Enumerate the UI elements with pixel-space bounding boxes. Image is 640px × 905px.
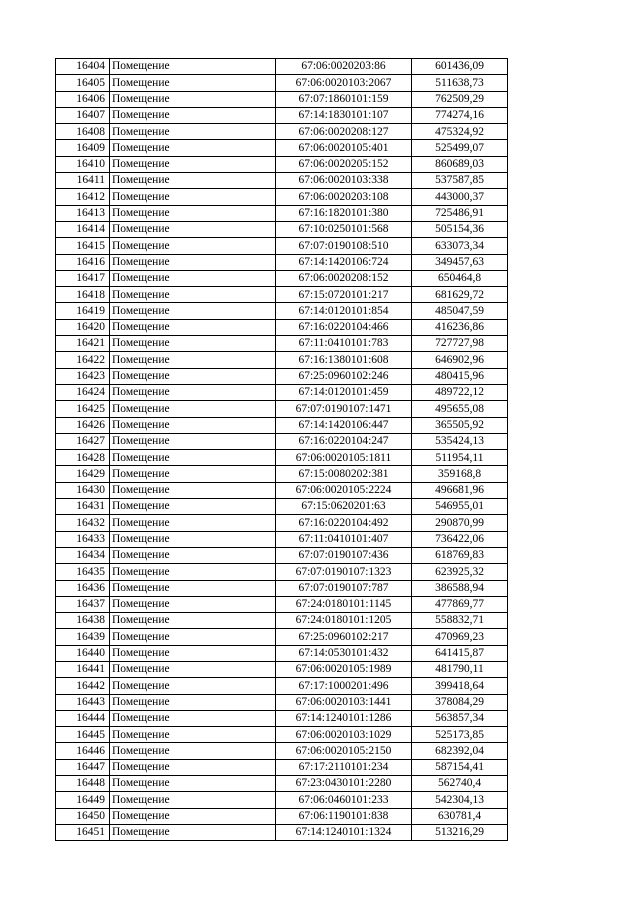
cadastral-number-cell: 67:06:1190101:838 [276,808,412,824]
cadastral-number-cell: 67:07:0190107:1323 [276,564,412,580]
row-number-cell: 16443 [56,694,110,710]
table-row [56,270,508,286]
cadastral-value-cell: 511954,11 [412,450,508,466]
object-type-cell: Помещение [110,384,276,400]
cadastral-value-cell: 601436,09 [412,59,508,75]
table-row [56,352,508,368]
table-row [56,91,508,107]
table-row [56,124,508,140]
table-row [56,450,508,466]
row-number-cell: 16407 [56,107,110,123]
row-number-cell: 16419 [56,303,110,319]
cadastral-value-cell: 416236,86 [412,319,508,335]
object-type-cell: Помещение [110,645,276,661]
cadastral-value-cell: 646902,96 [412,352,508,368]
table-row [56,515,508,531]
table-row [56,824,508,840]
cadastral-number-cell: 67:07:0190108:510 [276,238,412,254]
table-row [56,629,508,645]
row-number-cell: 16444 [56,710,110,726]
row-number-cell: 16410 [56,156,110,172]
table-row [56,694,508,710]
cadastral-number-cell: 67:07:0190107:436 [276,547,412,563]
object-type-cell: Помещение [110,759,276,775]
cadastral-value-cell: 349457,63 [412,254,508,270]
row-number-cell: 16415 [56,238,110,254]
object-type-cell: Помещение [110,450,276,466]
cadastral-number-cell: 67:06:0020103:1441 [276,694,412,710]
cadastral-value-cell: 470969,23 [412,629,508,645]
row-number-cell: 16420 [56,319,110,335]
row-number-cell: 16424 [56,384,110,400]
object-type-cell: Помещение [110,287,276,303]
cadastral-value-cell: 537587,85 [412,173,508,189]
object-type-cell: Помещение [110,352,276,368]
object-type-cell: Помещение [110,564,276,580]
cadastral-number-cell: 67:24:0180101:1145 [276,596,412,612]
object-type-cell: Помещение [110,189,276,205]
cadastral-number-cell: 67:16:0220104:492 [276,515,412,531]
cadastral-number-cell: 67:07:0190107:787 [276,580,412,596]
row-number-cell: 16445 [56,727,110,743]
cadastral-value-cell: 762509,29 [412,91,508,107]
object-type-cell: Помещение [110,336,276,352]
table-row [56,336,508,352]
table-row [56,238,508,254]
cadastral-number-cell: 67:14:0120101:459 [276,384,412,400]
object-type-cell: Помещение [110,824,276,840]
cadastral-number-cell: 67:15:0620201:63 [276,499,412,515]
cadastral-value-cell: 860689,03 [412,156,508,172]
cadastral-value-cell: 475324,92 [412,124,508,140]
cadastral-number-cell: 67:07:1860101:159 [276,91,412,107]
cadastral-value-cell: 558832,71 [412,613,508,629]
object-type-cell: Помещение [110,613,276,629]
object-type-cell: Помещение [110,417,276,433]
cadastral-number-cell: 67:16:0220104:247 [276,433,412,449]
cadastral-value-cell: 511638,73 [412,75,508,91]
table-row [56,564,508,580]
object-type-cell: Помещение [110,319,276,335]
cadastral-value-cell: 535424,13 [412,433,508,449]
cadastral-value-cell: 290870,99 [412,515,508,531]
cadastral-number-cell: 67:10:0250101:568 [276,221,412,237]
object-type-cell: Помещение [110,156,276,172]
cadastral-number-cell: 67:11:0410101:407 [276,531,412,547]
row-number-cell: 16437 [56,596,110,612]
row-number-cell: 16441 [56,661,110,677]
cadastral-value-cell: 727727,98 [412,336,508,352]
table-row [56,140,508,156]
object-type-cell: Помещение [110,661,276,677]
row-number-cell: 16409 [56,140,110,156]
cadastral-number-cell: 67:06:0020105:1811 [276,450,412,466]
cadastral-value-cell: 399418,64 [412,678,508,694]
object-type-cell: Помещение [110,303,276,319]
row-number-cell: 16412 [56,189,110,205]
cadastral-number-cell: 67:14:1420106:447 [276,417,412,433]
cadastral-number-cell: 67:06:0020203:108 [276,189,412,205]
cadastral-number-cell: 67:16:1820101:380 [276,205,412,221]
object-type-cell: Помещение [110,629,276,645]
object-type-cell: Помещение [110,580,276,596]
table-row [56,547,508,563]
cadastral-number-cell: 67:25:0960102:246 [276,368,412,384]
cadastral-value-cell: 525173,85 [412,727,508,743]
table-row [56,776,508,792]
table-row [56,499,508,515]
cadastral-value-table [55,58,508,841]
cadastral-value-cell: 485047,59 [412,303,508,319]
table-row [56,319,508,335]
cadastral-number-cell: 67:16:1380101:608 [276,352,412,368]
object-type-cell: Помещение [110,482,276,498]
cadastral-number-cell: 67:06:0020205:152 [276,156,412,172]
cadastral-value-cell: 378084,29 [412,694,508,710]
table-row [56,596,508,612]
table-row [56,107,508,123]
table-row [56,531,508,547]
cadastral-number-cell: 67:14:1830101:107 [276,107,412,123]
object-type-cell: Помещение [110,205,276,221]
table-row [56,727,508,743]
object-type-cell: Помещение [110,547,276,563]
cadastral-number-cell: 67:14:1240101:1324 [276,824,412,840]
row-number-cell: 16438 [56,613,110,629]
row-number-cell: 16442 [56,678,110,694]
object-type-cell: Помещение [110,710,276,726]
table-body [56,59,508,841]
cadastral-value-cell: 633073,34 [412,238,508,254]
cadastral-value-cell: 546955,01 [412,499,508,515]
table-row [56,156,508,172]
object-type-cell: Помещение [110,254,276,270]
cadastral-number-cell: 67:06:0020105:2150 [276,743,412,759]
row-number-cell: 16408 [56,124,110,140]
cadastral-value-cell: 513216,29 [412,824,508,840]
cadastral-value-cell: 774274,16 [412,107,508,123]
row-number-cell: 16428 [56,450,110,466]
table-row [56,303,508,319]
table-row [56,808,508,824]
object-type-cell: Помещение [110,91,276,107]
cadastral-value-cell: 525499,07 [412,140,508,156]
cadastral-value-cell: 641415,87 [412,645,508,661]
cadastral-number-cell: 67:17:2110101:234 [276,759,412,775]
row-number-cell: 16427 [56,433,110,449]
table-row [56,580,508,596]
cadastral-value-cell: 542304,13 [412,792,508,808]
cadastral-number-cell: 67:14:0120101:854 [276,303,412,319]
row-number-cell: 16446 [56,743,110,759]
cadastral-value-cell: 618769,83 [412,547,508,563]
cadastral-number-cell: 67:06:0020208:127 [276,124,412,140]
cadastral-value-cell: 505154,36 [412,221,508,237]
object-type-cell: Помещение [110,515,276,531]
table-row [56,613,508,629]
table-row [56,645,508,661]
row-number-cell: 16448 [56,776,110,792]
cadastral-number-cell: 67:15:0080202:381 [276,466,412,482]
cadastral-value-cell: 495655,08 [412,401,508,417]
object-type-cell: Помещение [110,124,276,140]
object-type-cell: Помещение [110,270,276,286]
table-row [56,433,508,449]
cadastral-number-cell: 67:14:1420106:724 [276,254,412,270]
object-type-cell: Помещение [110,466,276,482]
object-type-cell: Помещение [110,792,276,808]
row-number-cell: 16421 [56,336,110,352]
row-number-cell: 16435 [56,564,110,580]
table-row [56,401,508,417]
object-type-cell: Помещение [110,238,276,254]
cadastral-number-cell: 67:06:0020203:86 [276,59,412,75]
row-number-cell: 16406 [56,91,110,107]
object-type-cell: Помещение [110,499,276,515]
row-number-cell: 16447 [56,759,110,775]
object-type-cell: Помещение [110,140,276,156]
row-number-cell: 16422 [56,352,110,368]
cadastral-number-cell: 67:15:0720101:217 [276,287,412,303]
table-row [56,75,508,91]
cadastral-value-cell: 630781,4 [412,808,508,824]
row-number-cell: 16431 [56,499,110,515]
object-type-cell: Помещение [110,596,276,612]
row-number-cell: 16405 [56,75,110,91]
table-row [56,743,508,759]
row-number-cell: 16417 [56,270,110,286]
cadastral-number-cell: 67:06:0020105:1989 [276,661,412,677]
table-row [56,189,508,205]
cadastral-value-cell: 736422,06 [412,531,508,547]
object-type-cell: Помещение [110,727,276,743]
cadastral-number-cell: 67:06:0020208:152 [276,270,412,286]
cadastral-number-cell: 67:06:0020103:338 [276,173,412,189]
row-number-cell: 16416 [56,254,110,270]
row-number-cell: 16413 [56,205,110,221]
object-type-cell: Помещение [110,694,276,710]
row-number-cell: 16425 [56,401,110,417]
object-type-cell: Помещение [110,368,276,384]
table-row [56,384,508,400]
cadastral-value-cell: 681629,72 [412,287,508,303]
cadastral-value-cell: 443000,37 [412,189,508,205]
object-type-cell: Помещение [110,107,276,123]
cadastral-value-cell: 480415,96 [412,368,508,384]
cadastral-number-cell: 67:06:0020105:401 [276,140,412,156]
object-type-cell: Помещение [110,776,276,792]
cadastral-number-cell: 67:06:0020103:2067 [276,75,412,91]
cadastral-value-cell: 562740,4 [412,776,508,792]
object-type-cell: Помещение [110,221,276,237]
row-number-cell: 16451 [56,824,110,840]
cadastral-number-cell: 67:06:0460101:233 [276,792,412,808]
row-number-cell: 16434 [56,547,110,563]
object-type-cell: Помещение [110,75,276,91]
object-type-cell: Помещение [110,743,276,759]
cadastral-number-cell: 67:07:0190107:1471 [276,401,412,417]
row-number-cell: 16414 [56,221,110,237]
table-row [56,678,508,694]
cadastral-number-cell: 67:14:0530101:432 [276,645,412,661]
table-row [56,205,508,221]
cadastral-number-cell: 67:11:0410101:783 [276,336,412,352]
table-row [56,710,508,726]
cadastral-number-cell: 67:14:1240101:1286 [276,710,412,726]
object-type-cell: Помещение [110,173,276,189]
table-row [56,466,508,482]
row-number-cell: 16436 [56,580,110,596]
object-type-cell: Помещение [110,531,276,547]
row-number-cell: 16439 [56,629,110,645]
table-row [56,759,508,775]
cadastral-number-cell: 67:06:0020103:1029 [276,727,412,743]
row-number-cell: 16430 [56,482,110,498]
cadastral-number-cell: 67:24:0180101:1205 [276,613,412,629]
object-type-cell: Помещение [110,401,276,417]
object-type-cell: Помещение [110,433,276,449]
table-row [56,173,508,189]
cadastral-value-cell: 386588,94 [412,580,508,596]
cadastral-value-cell: 365505,92 [412,417,508,433]
row-number-cell: 16450 [56,808,110,824]
object-type-cell: Помещение [110,808,276,824]
cadastral-value-cell: 725486,91 [412,205,508,221]
cadastral-number-cell: 67:25:0960102:217 [276,629,412,645]
row-number-cell: 16423 [56,368,110,384]
cadastral-value-cell: 496681,96 [412,482,508,498]
cadastral-number-cell: 67:17:1000201:496 [276,678,412,694]
object-type-cell: Помещение [110,678,276,694]
table-row [56,792,508,808]
cadastral-value-cell: 359168,8 [412,466,508,482]
table-row [56,287,508,303]
cadastral-value-cell: 477869,77 [412,596,508,612]
row-number-cell: 16429 [56,466,110,482]
row-number-cell: 16432 [56,515,110,531]
table-row [56,482,508,498]
row-number-cell: 16426 [56,417,110,433]
table-row [56,368,508,384]
table-row [56,59,508,75]
cadastral-value-cell: 563857,34 [412,710,508,726]
table-row [56,254,508,270]
cadastral-number-cell: 67:06:0020105:2224 [276,482,412,498]
cadastral-value-cell: 682392,04 [412,743,508,759]
table-row [56,661,508,677]
row-number-cell: 16418 [56,287,110,303]
cadastral-value-cell: 587154,41 [412,759,508,775]
row-number-cell: 16411 [56,173,110,189]
row-number-cell: 16449 [56,792,110,808]
cadastral-value-cell: 623925,32 [412,564,508,580]
table-row [56,417,508,433]
row-number-cell: 16404 [56,59,110,75]
row-number-cell: 16440 [56,645,110,661]
cadastral-number-cell: 67:23:0430101:2280 [276,776,412,792]
object-type-cell: Помещение [110,59,276,75]
cadastral-value-cell: 650464,8 [412,270,508,286]
cadastral-value-cell: 489722,12 [412,384,508,400]
cadastral-value-cell: 481790,11 [412,661,508,677]
cadastral-number-cell: 67:16:0220104:466 [276,319,412,335]
table-row [56,221,508,237]
row-number-cell: 16433 [56,531,110,547]
